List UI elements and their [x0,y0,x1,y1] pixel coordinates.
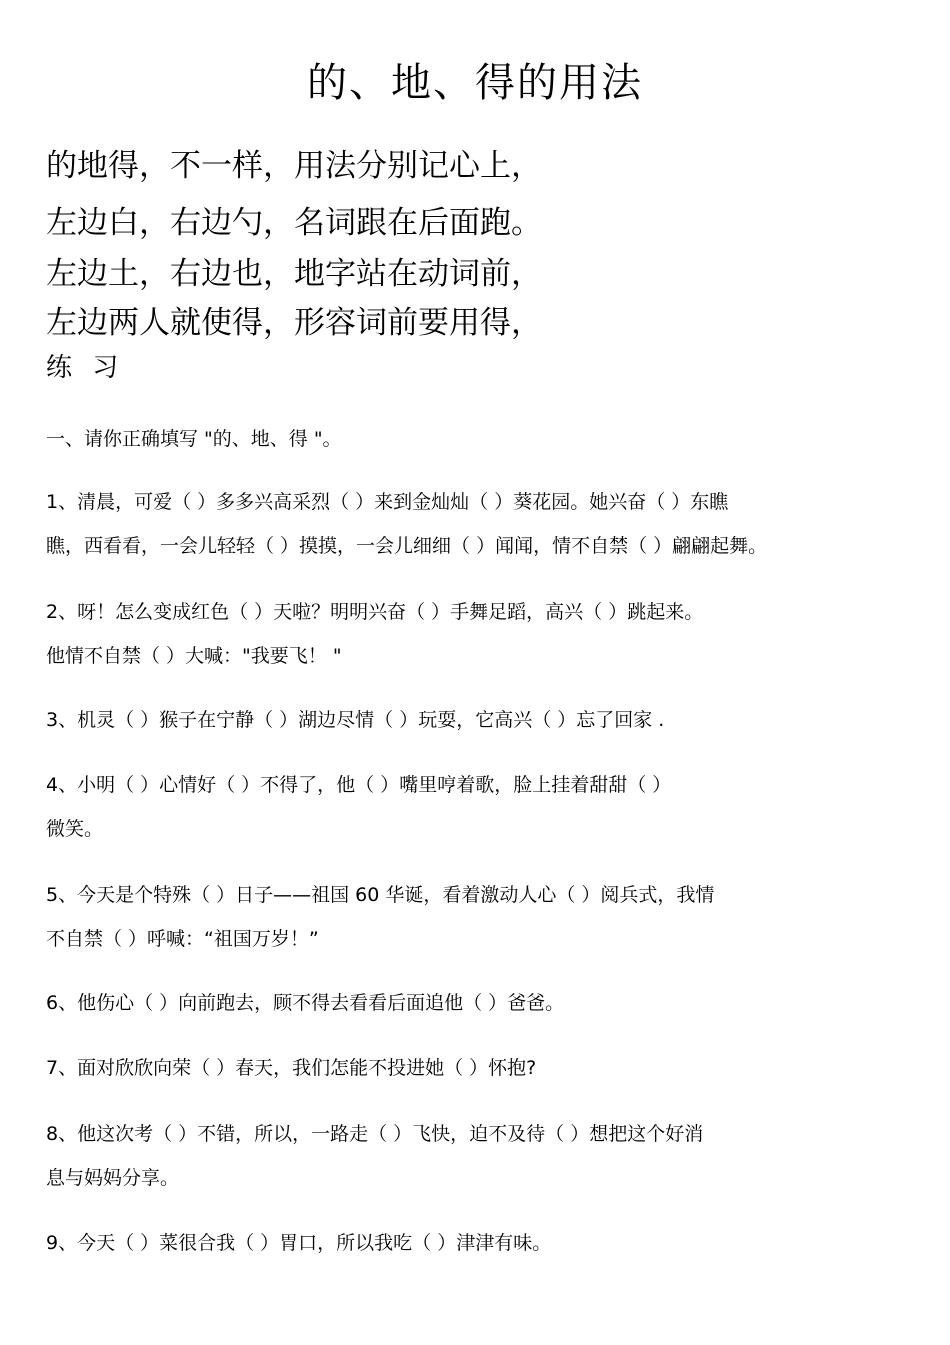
exercise-item-5 [46,873,906,961]
exercise-line: 3、机灵（ ）猴子在宁静（ ）湖边尽情（ ）玩耍，它高兴（ ）忘了回家 . [46,709,665,731]
exercise-item-3 [46,698,906,742]
exercise-line: 8、他这次考（ ）不错，所以，一路走（ ）飞快，迫不及待（ ）想把这个好消 [46,1123,704,1145]
exercise-line: 9、今天（ ）菜很合我（ ）胃口，所以我吃（ ）津津有味。 [46,1232,552,1254]
exercise-line: 2、呀！怎么变成红色（ ）天啦？明明兴奋（ ）手舞足蹈，高兴（ ）跳起来。 [46,601,704,623]
exercise-line: 他情不自禁（ ）大喊："我要飞！ " [46,645,342,667]
exercise-line: 瞧，西看看，一会儿轻轻（ ）摸摸，一会儿细细（ ）闻闻，情不自禁（ ）翩翩起舞。 [46,535,768,557]
exercise-line: 4、小明（ ）心情好（ ）不得了，他（ ）嘴里哼着歌，脸上挂着甜甜（ ） [46,774,672,796]
exercise-item-2 [46,590,906,678]
exercise-line: 1、清晨，可爱（ ）多多兴高采烈（ ）来到金灿灿（ ）葵花园。她兴奋（ ）东瞧 [46,491,729,513]
exercise-line: 不自禁（ ）呼喊：“祖国万岁！” [46,928,319,950]
exercise-item-8 [46,1112,906,1200]
exercise-line: 5、今天是个特殊（ ）日子——祖国 60 华诞，看着激动人心（ ）阅兵式，我情 [46,884,715,906]
rhyme-line-3: 左边土，右边也，地字站在动词前， [46,256,542,292]
rhyme-line-4: 左边两人就使得，形容词前要用得， [46,305,542,341]
practice-heading: 练 习 [46,353,125,383]
rhyme-line-2: 左边白，右边勺，名词跟在后面跑。 [46,205,542,241]
exercise-item-6 [46,981,906,1025]
rhyme-line-1: 的地得，不一样，用法分别记心上， [46,148,542,184]
exercise-item-7 [46,1046,906,1090]
exercise-item-1 [46,480,906,568]
section-heading: 一、请你正确填写 "的、地、得 "。 [46,428,342,450]
exercise-line: 息与妈妈分享。 [46,1167,180,1189]
exercise-item-4 [46,763,906,851]
page-title: 的、地、得的用法 [307,60,643,106]
exercise-item-9 [46,1221,906,1265]
exercise-line: 微笑。 [46,818,104,840]
exercise-line: 6、他伤心（ ）向前跑去，顾不得去看看后面追他（ ）爸爸。 [46,992,565,1014]
exercise-line: 7、面对欣欣向荣（ ）春天，我们怎能不投进她（ ）怀抱? [46,1057,537,1079]
